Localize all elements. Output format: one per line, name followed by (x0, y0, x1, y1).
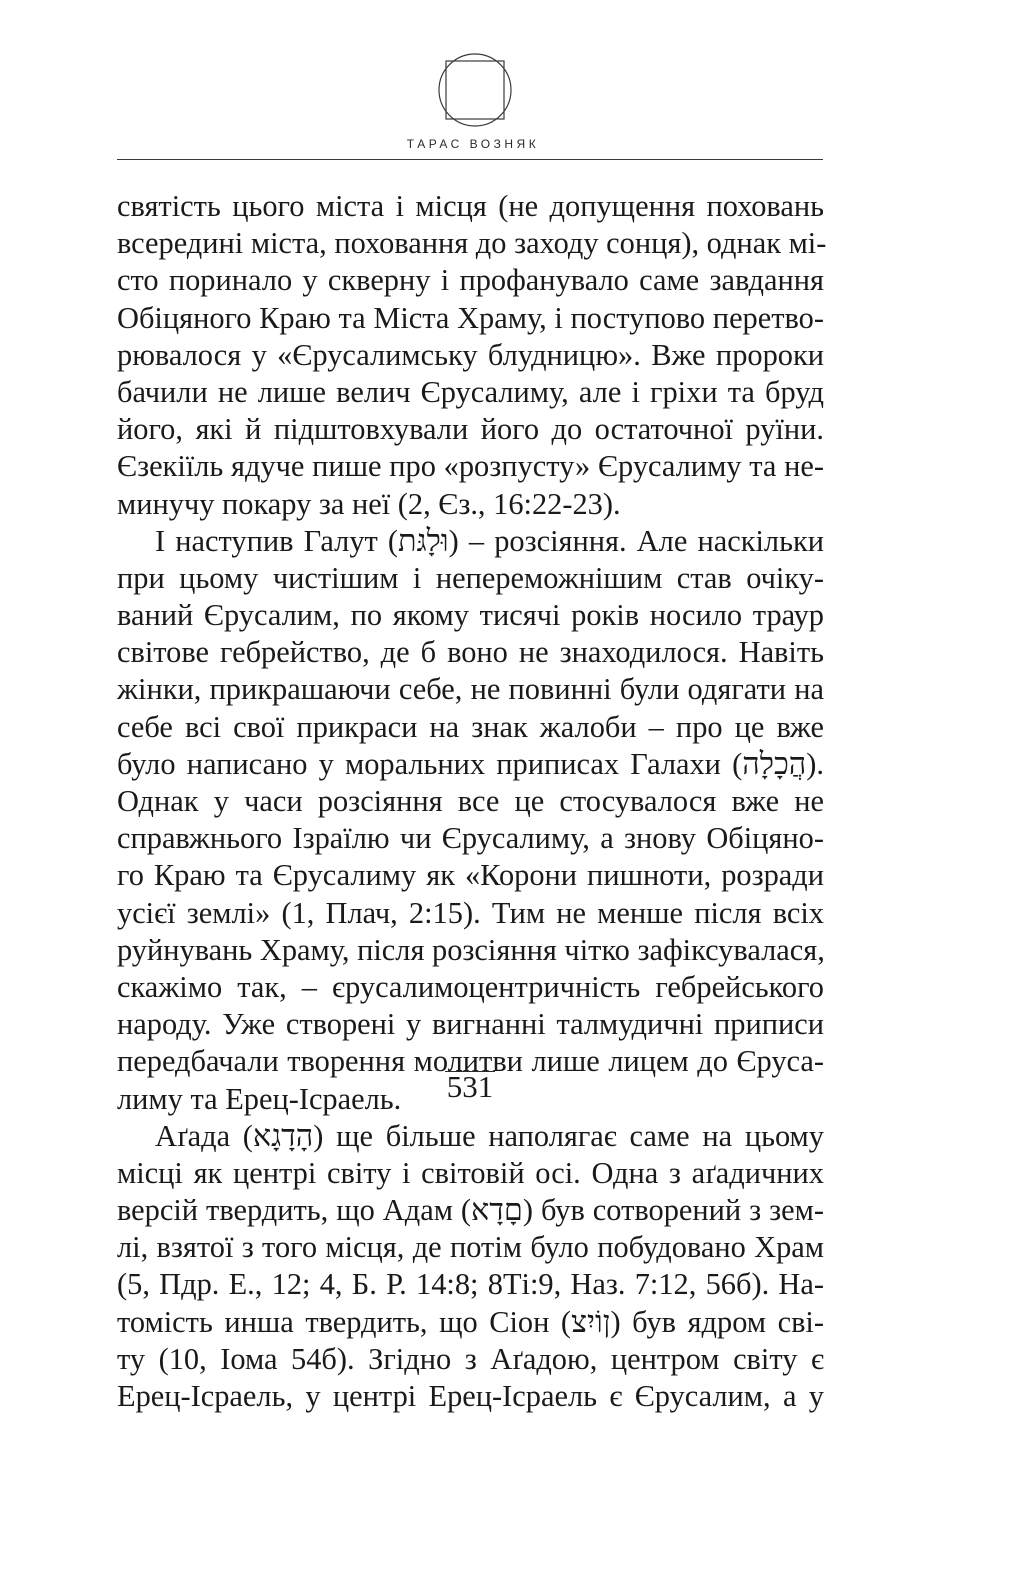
text-line: місці як центрі світу і світовій осі. Одна з аґадичних (117, 1155, 824, 1190)
text-line: лі, взятої з того місця, де потім було побудовано Храм (117, 1230, 824, 1265)
text-line: себе всі свої прикраси на знак жалоби – про це вже (117, 709, 824, 744)
text-line: Ерец-Ісраель, у центрі Ерец-Ісраель є Єрусалим, а у (117, 1379, 824, 1413)
text-line: руйнувань Храму, після розсіяння чітко зафіксувалася, (117, 932, 825, 967)
text-line: томість инша твердить, що Сіон (ןוֹיִצ) був ядром сві- (117, 1304, 824, 1339)
text-line: усієї землі» (1, Плач, 2:15). Тим не менше після всіх (117, 895, 824, 930)
text-line: сто поринало у скверну і профанувало саме завдання (117, 263, 824, 298)
text-line: І наступив Галут (וּלָגּת) – розсіяння. Але наскільки (155, 523, 824, 558)
text-line: жінки, прикрашаючи себе, не повинні були одягати на (117, 672, 824, 707)
text-line: при цьому чистішим і непереможнішим став очіку- (117, 560, 824, 595)
circle-square-emblem-icon (437, 52, 513, 128)
text-line: скажімо так, – єрусалимоцентричність гебрейського (117, 969, 824, 1004)
text-line: ту (10, Іома 54б). Згідно з Аґадою, центром світу є (117, 1341, 824, 1376)
text-line: святість цього міста і місця (не допущення поховань (117, 189, 824, 223)
text-line: бачили не лише велич Єрусалиму, але і гріхи та бруд (117, 374, 824, 409)
text-line: всередині міста, поховання до заходу сонця), однак мі- (117, 226, 827, 261)
text-line: (5, Пдр. Е., 12; 4, Б. Р. 14:8; 8Ті:9, Наз. 7:12, 56б). На- (117, 1267, 824, 1302)
page-number: 531 (446, 1069, 494, 1104)
header-rule (117, 159, 823, 160)
text-line: минучу покару за неї (2, Єз., 16:22-23). (117, 486, 621, 521)
text-line: го Краю та Єрусалиму як «Корони пишноти, розради (117, 858, 824, 893)
text-line: Аґада (הָדָגָא) ще більше наполягає саме на цьому (155, 1118, 824, 1153)
text-line: ваний Єрусалим, по якому тисячі років носило траур (117, 598, 824, 633)
body-text (117, 188, 827, 1415)
text-line: Однак у часи розсіяння все це стосувалося вже не (117, 784, 824, 818)
text-line: лиму та Ерец-Ісраель. (117, 1081, 402, 1116)
text-line: передбачали творення молитви лише лицем до Єруса- (117, 1044, 824, 1079)
text-line: версій твердить, що Адам (םָדָא) був сотворений з зем- (117, 1193, 824, 1228)
text-line: світове гебрейство, де б воно не знаходилося. Навіть (117, 635, 824, 670)
text-line: було написано у моральних приписах Галахи (הֲכָלָה). (117, 746, 824, 781)
text-line: справжнього Ізраїлю чи Єрусалиму, а знову Обіцяно- (117, 821, 824, 856)
text-line: його, які й підштовхували його до остаточної руїни. (117, 412, 824, 447)
text-line: Обіцяного Краю та Міста Храму, і поступово перетво- (117, 300, 824, 335)
text-line: рювалося у «Єрусалимську блудницю». Вже пророки (117, 337, 824, 372)
text-line: народу. Уже створені у вигнанні талмудичні приписи (117, 1007, 824, 1042)
running-head: ТАРАС ВОЗНЯК (406, 137, 540, 151)
text-line: Єзекіїль ядуче пише про «розпусту» Єрусалиму та не- (117, 449, 824, 484)
